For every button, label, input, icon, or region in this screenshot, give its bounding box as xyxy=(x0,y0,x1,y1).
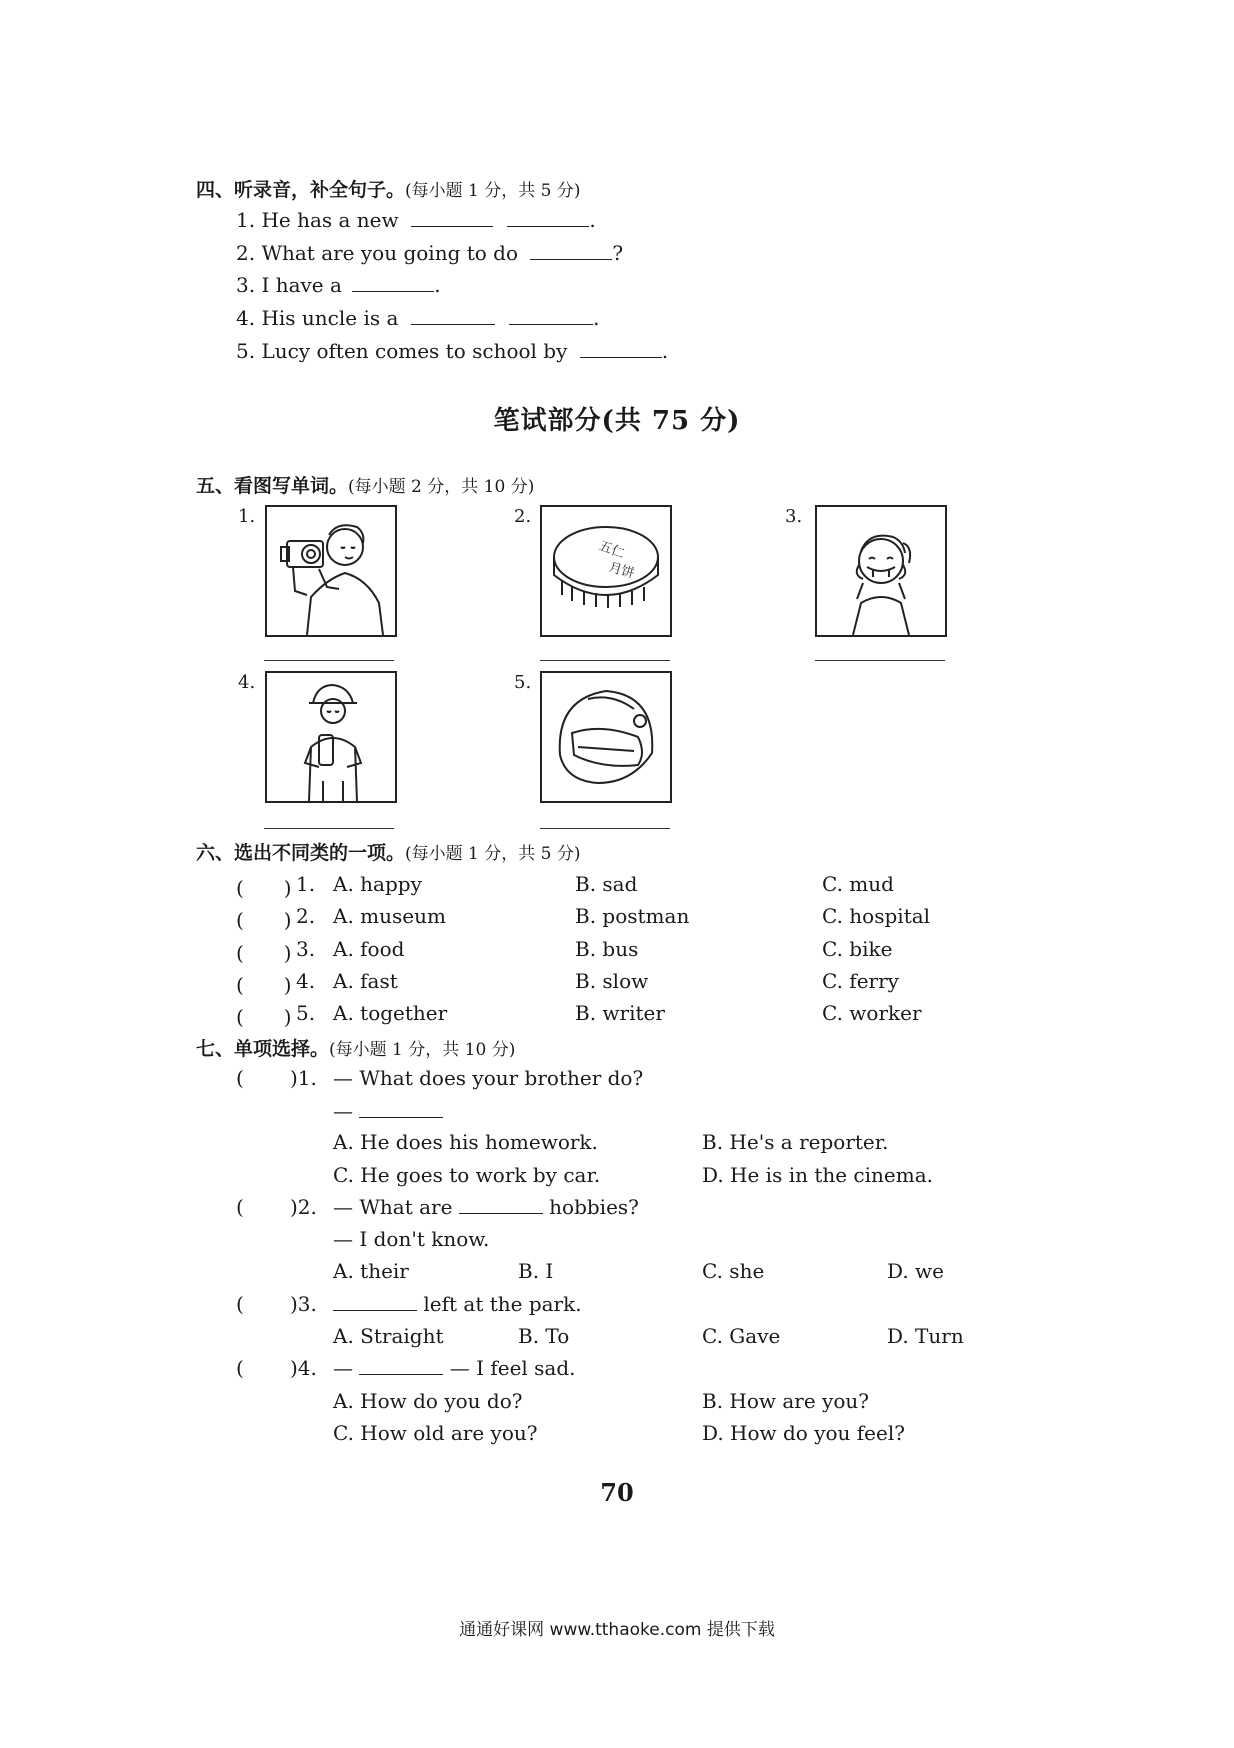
cameraman-icon xyxy=(267,507,395,635)
s7-q1-dash xyxy=(333,1099,443,1123)
section5-title-text: 五、看图写单词。 xyxy=(196,475,349,497)
s6-row-4-b: B. slow xyxy=(575,969,649,993)
s6-row-3-b: B. bus xyxy=(575,937,639,961)
pic-5-number: 5. xyxy=(514,672,532,693)
helmet-icon xyxy=(542,673,670,801)
mooncake-icon xyxy=(542,507,670,635)
s6-row-5-c: C. worker xyxy=(822,1001,922,1025)
pic-1-answer-line[interactable] xyxy=(264,660,394,661)
s7-q2-num: )2. xyxy=(290,1195,317,1219)
s4-item-4 xyxy=(236,306,599,330)
s6-row-3-c: C. bike xyxy=(822,937,893,961)
worker-icon xyxy=(267,673,395,801)
s4-item-5-blank-1[interactable] xyxy=(580,339,662,358)
s7-q2-post: hobbies? xyxy=(549,1195,639,1219)
s4-item-4-blank-1[interactable] xyxy=(411,306,495,325)
s7-q1-paren-open[interactable]: ( xyxy=(236,1066,244,1090)
section7-title-text: 七、单项选择。 xyxy=(196,1038,330,1060)
pic-4-number: 4. xyxy=(238,672,256,693)
s7-q4-paren-open[interactable]: ( xyxy=(236,1356,244,1380)
written-part-title: 笔试部分(共 75 分) xyxy=(493,406,741,436)
s4-item-2-text: 2. What are you going to do xyxy=(236,241,519,265)
pic-1-number: 1. xyxy=(238,506,256,527)
s6-row-2-num: 2. xyxy=(296,904,316,928)
s6-row-5-b: B. writer xyxy=(575,1001,665,1025)
mooncake-text-2: 月饼 xyxy=(606,560,636,582)
s7-q2-b: B. I xyxy=(518,1259,554,1283)
s4-item-3-end: . xyxy=(434,273,441,297)
pic-5-answer-line[interactable] xyxy=(540,828,670,829)
s7-q2-paren-open[interactable]: ( xyxy=(236,1195,244,1219)
s4-item-4-text: 4. His uncle is a xyxy=(236,306,399,330)
s4-item-3-blank-1[interactable] xyxy=(352,273,434,292)
page-number: 70 xyxy=(600,1478,634,1507)
s6-row-2-paren[interactable]: ( ) xyxy=(236,908,292,932)
s6-row-2-b: B. postman xyxy=(575,904,690,928)
s7-q1-d: D. He is in the cinema. xyxy=(702,1163,933,1187)
pic-2-answer-line[interactable] xyxy=(540,660,670,661)
s6-row-2-c: C. hospital xyxy=(822,904,931,928)
s6-row-1-paren[interactable]: ( ) xyxy=(236,876,292,900)
s7-q1-dash-text: — xyxy=(333,1099,353,1123)
s6-row-4-a: A. fast xyxy=(333,969,398,993)
s7-q4-pre: — xyxy=(333,1356,353,1380)
s4-item-1-blank-1[interactable] xyxy=(411,208,493,227)
s6-row-4-num: 4. xyxy=(296,969,316,993)
s6-row-2-a: A. museum xyxy=(333,904,446,928)
pic-3-answer-line[interactable] xyxy=(815,660,945,661)
s7-q1-blank[interactable] xyxy=(359,1099,443,1118)
s7-q4-stem xyxy=(333,1356,576,1380)
s4-item-4-end: . xyxy=(593,306,600,330)
s7-q2-c: C. she xyxy=(702,1259,765,1283)
s4-item-2 xyxy=(236,241,623,265)
s7-q1-a: A. He does his homework. xyxy=(333,1130,598,1154)
s4-item-3 xyxy=(236,273,441,297)
section4-note: (每小题 1 分，共 5 分) xyxy=(405,181,581,201)
s7-q3-b: B. To xyxy=(518,1324,570,1348)
section6-note: (每小题 1 分，共 5 分) xyxy=(405,844,581,864)
s6-row-4-c: C. ferry xyxy=(822,969,899,993)
s4-item-3-text: 3. I have a xyxy=(236,273,342,297)
mooncake-text-1: 五仁 xyxy=(596,538,627,562)
pic-4-box xyxy=(265,671,397,803)
pic-5-box xyxy=(540,671,672,803)
s4-item-5-text: 5. Lucy often comes to school by xyxy=(236,339,568,363)
s7-q2-pre: — What are xyxy=(333,1195,453,1219)
section7-title xyxy=(196,1034,515,1061)
section4-title-text: 四、听录音，补全句子。 xyxy=(196,179,406,201)
s6-row-4-paren[interactable]: ( ) xyxy=(236,973,292,997)
pic-3-number: 3. xyxy=(785,506,803,527)
s6-row-5-a: A. together xyxy=(333,1001,448,1025)
s4-item-1 xyxy=(236,208,596,232)
s7-q1-c: C. He goes to work by car. xyxy=(333,1163,601,1187)
s7-q2-a: A. their xyxy=(333,1259,409,1283)
section4-title xyxy=(196,175,581,202)
s4-item-4-blank-2[interactable] xyxy=(509,306,593,325)
s7-q3-paren-open[interactable]: ( xyxy=(236,1292,244,1316)
section5-note: (每小题 2 分，共 10 分) xyxy=(348,477,535,497)
pic-1-box xyxy=(265,505,397,637)
s6-row-1-a: A. happy xyxy=(333,872,422,896)
s6-row-3-num: 3. xyxy=(296,937,316,961)
pic-2-number: 2. xyxy=(514,506,532,527)
s7-q4-num: )4. xyxy=(290,1356,317,1380)
s7-q2-blank[interactable] xyxy=(459,1195,543,1214)
s4-item-5-end: . xyxy=(661,339,669,363)
pic-4-answer-line[interactable] xyxy=(264,828,394,829)
s4-item-1-text: 1. He has a new xyxy=(236,208,399,232)
s6-row-1-num: 1. xyxy=(296,872,316,896)
s6-row-1-b: B. sad xyxy=(575,872,638,896)
s7-q3-a: A. Straight xyxy=(333,1324,444,1348)
s7-q4-c: C. How old are you? xyxy=(333,1421,538,1445)
s7-q3-c: C. Gave xyxy=(702,1324,781,1348)
s4-item-2-end: ? xyxy=(612,241,624,265)
s7-q4-blank[interactable] xyxy=(359,1356,443,1375)
s7-q1-stem: — What does your brother do? xyxy=(333,1066,644,1090)
s6-row-5-paren[interactable]: ( ) xyxy=(236,1005,292,1029)
s7-q3-d: D. Turn xyxy=(887,1324,964,1348)
s7-q1-b: B. He's a reporter. xyxy=(702,1130,889,1154)
s7-q4-d: D. How do you feel? xyxy=(702,1421,905,1445)
s7-q2-stem xyxy=(333,1195,639,1219)
s6-row-5-num: 5. xyxy=(296,1001,316,1025)
s7-q3-num: )3. xyxy=(290,1292,317,1316)
s7-q3-post: left at the park. xyxy=(423,1292,582,1316)
s7-q2-reply: — I don't know. xyxy=(333,1227,490,1251)
section7-note: (每小题 1 分，共 10 分) xyxy=(329,1040,516,1060)
s7-q3-stem xyxy=(333,1292,582,1316)
s6-row-3-a: A. food xyxy=(333,937,405,961)
section6-title xyxy=(196,838,581,865)
crying-girl-icon xyxy=(817,507,945,635)
s4-item-5 xyxy=(236,339,668,363)
s7-q4-post: — I feel sad. xyxy=(449,1356,576,1380)
s6-row-1-c: C. mud xyxy=(822,872,894,896)
footer-credit: 通通好课网 www.tthaoke.com 提供下载 xyxy=(459,1620,775,1640)
s7-q1-num: )1. xyxy=(290,1066,317,1090)
s7-q2-d: D. we xyxy=(887,1259,944,1283)
pic-3-box xyxy=(815,505,947,637)
s7-q3-blank[interactable] xyxy=(333,1292,417,1311)
s4-item-1-end: . xyxy=(589,208,596,232)
section6-title-text: 六、选出不同类的一项。 xyxy=(196,842,406,864)
s4-item-1-blank-2[interactable] xyxy=(507,208,589,227)
s4-item-2-blank-1[interactable] xyxy=(530,241,612,260)
s6-row-3-paren[interactable]: ( ) xyxy=(236,941,292,965)
s7-q4-b: B. How are you? xyxy=(702,1389,869,1413)
section5-title xyxy=(196,471,534,498)
s7-q4-a: A. How do you do? xyxy=(333,1389,523,1413)
pic-2-box xyxy=(540,505,672,637)
